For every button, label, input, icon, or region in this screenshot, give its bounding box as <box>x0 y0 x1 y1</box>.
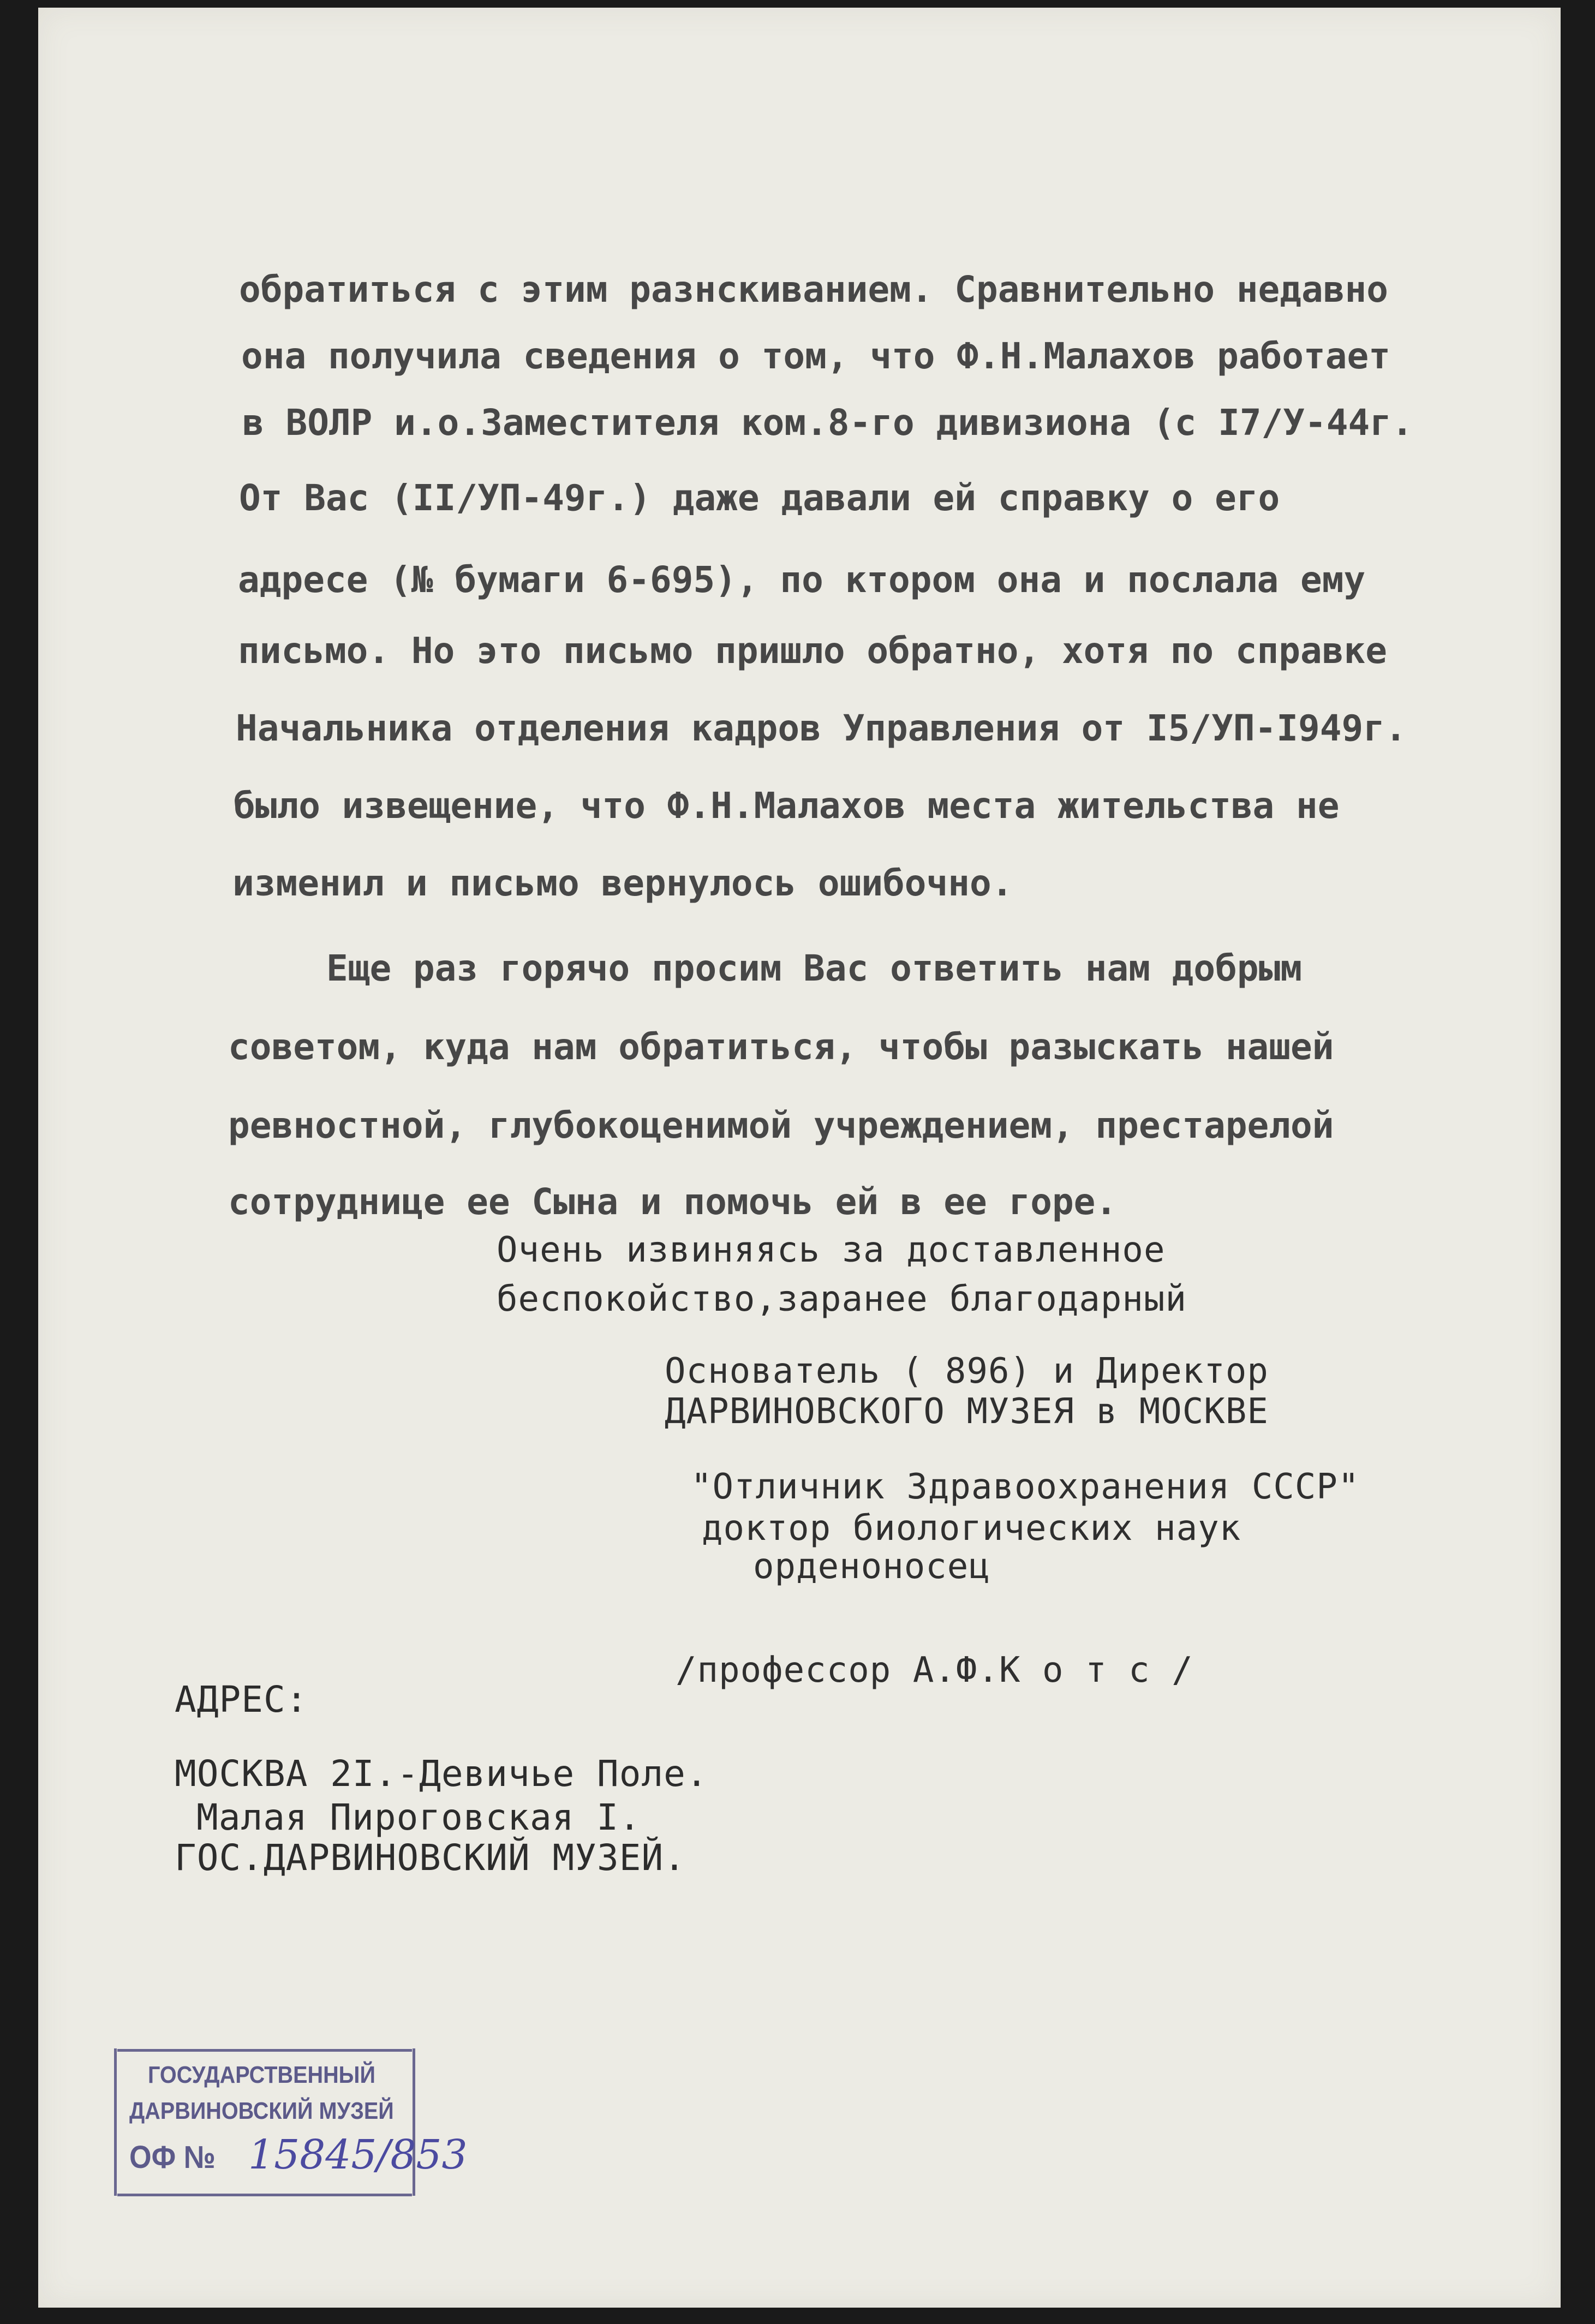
address-line: Малая Пироговская I. <box>196 1796 641 1838</box>
body-line: сотруднице ее Сына и помочь ей в ее горе. <box>228 1181 1118 1223</box>
document-page <box>38 8 1561 2308</box>
stamp-prefix: ОФ № <box>129 2140 216 2175</box>
stamp-handwritten-number: 15845/853 <box>248 2131 468 2178</box>
body-line: она получила сведения о том, что Ф.Н.Малахов работает <box>241 335 1390 377</box>
stamp-line-1: ГОСУДАРСТВЕННЫЙ <box>148 2062 375 2088</box>
stamp-line-2: ДАРВИНОВСКИЙ МУЗЕЙ <box>129 2098 394 2124</box>
address-line: МОСКВА 2I.-Девичье Поле. <box>175 1753 708 1795</box>
signer-title: Основатель ( 896) и Директор <box>665 1351 1269 1391</box>
museum-stamp <box>117 2049 468 2196</box>
body-line: От Вас (II/УП-49г.) даже давали ей справку о его <box>239 477 1280 519</box>
signer-award: орденоносец <box>753 1546 990 1587</box>
address-line: ГОС.ДАРВИНОВСКИЙ МУЗЕЙ. <box>175 1837 686 1879</box>
signer-name: /профессор А.Ф.К о т с / <box>676 1650 1193 1690</box>
signer-honor: "Отличник Здравоохранения СССР" <box>691 1467 1360 1507</box>
body-line: было извещение, что Ф.Н.Малахов места жительства не <box>234 785 1340 827</box>
signer-title: ДАРВИНОВСКОГО МУЗЕЯ в МОСКВЕ <box>665 1391 1269 1432</box>
closing-line: беспокойство,заранее благодарный <box>497 1279 1187 1319</box>
body-line: советом, куда нам обратиться, чтобы разыскать нашей <box>228 1026 1334 1068</box>
body-line: изменил и письмо вернулось ошибочно. <box>232 862 1013 904</box>
stamp-border-left <box>114 2048 117 2196</box>
closing-line: Очень извиняясь за доставленное <box>497 1230 1166 1270</box>
address-heading: АДРЕС: <box>175 1678 308 1720</box>
body-line: адресе (№ бумаги 6-695), по ктором она и послала ему <box>238 559 1366 601</box>
signer-degree: доктор биологических наук <box>702 1508 1241 1549</box>
body-line: в ВОЛР и.о.Заместителя ком.8-го дивизиона (с I7/У-44г. <box>242 402 1413 444</box>
body-line: ревностной, глубокоценимой учреждением, престарелой <box>228 1104 1334 1146</box>
body-line: Начальника отделения кадров Управления от I5/УП-I949г. <box>236 707 1407 749</box>
body-line: письмо. Но это письмо пришло обратно, хотя по справке <box>238 630 1387 672</box>
body-line: Еще раз горячо просим Вас ответить нам добрым <box>326 947 1303 989</box>
body-line: обратиться с этим разнскиванием. Сравнительно недавно <box>239 268 1388 310</box>
